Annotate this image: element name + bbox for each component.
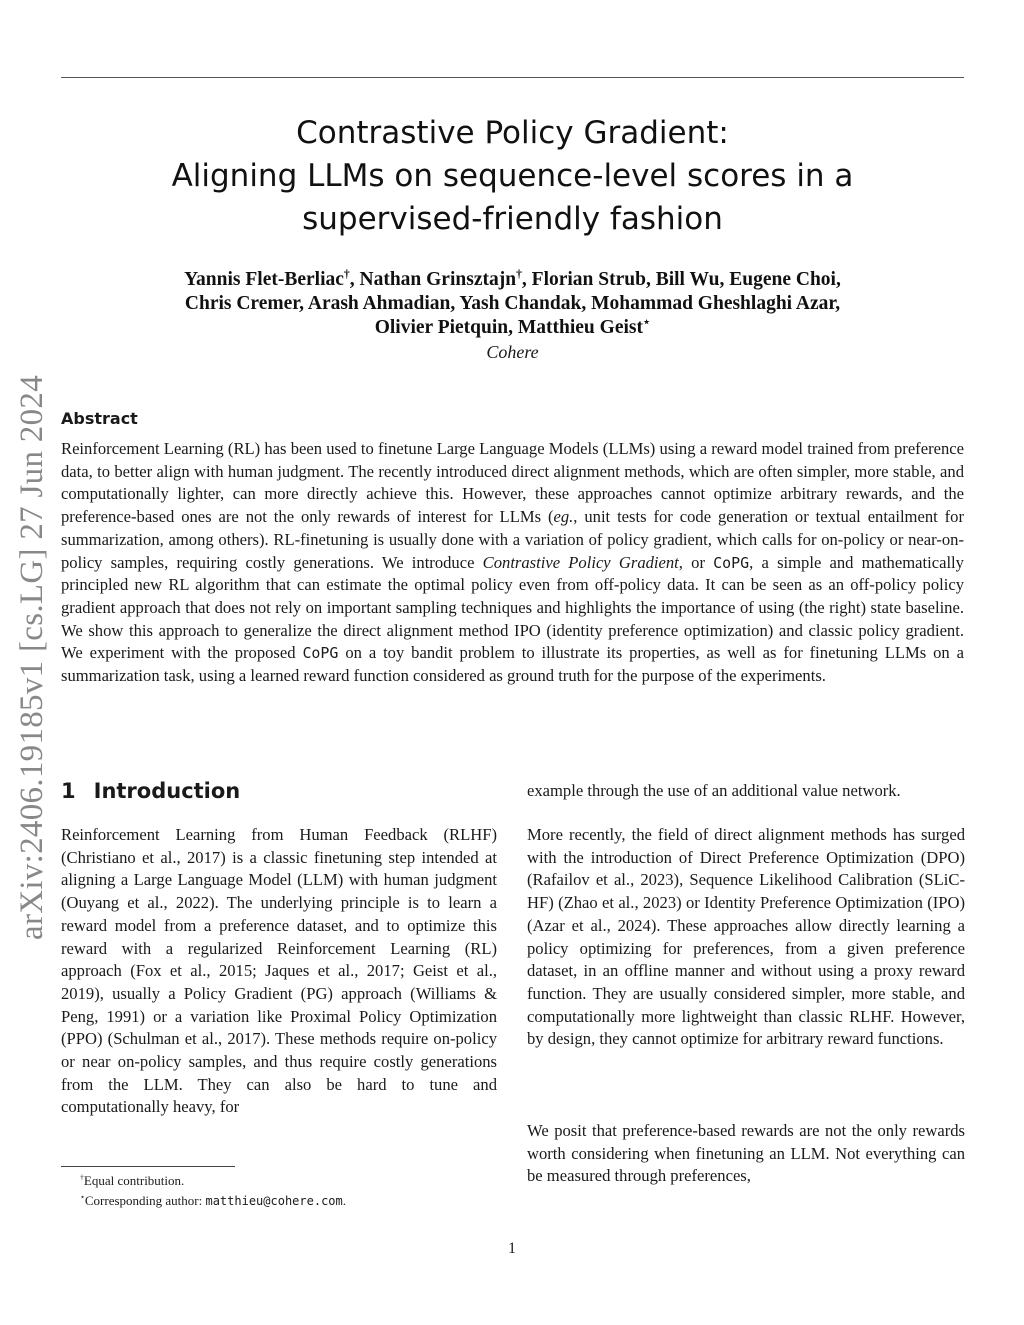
intro-paragraph-1: Reinforcement Learning from Human Feedback (RLHF) (Christiano et al., 2017) is a classic finetuning step intended at aligning a Large Language Model (LLM) with human judgment (Ouyang et al., 2022). The underlying principle is to learn a reward model from a preference dataset, and to optimize this reward with a regularized Reinforcement Learning (RL) approach (Fox et al., 2015; Jaques et al., 2017; Geist et al., 2019), usually a Policy Gradient (PG) approach (Williams & Peng, 1991) or a variation like Proximal Policy Optimization (PPO) (Schulman et al., 2017). These methods require on-policy or near on-policy samples, and thus require costly generations from the LLM. They can also be hard to tune and computationally heavy, for: [61, 825, 497, 1117]
author-name: Chris Cremer: [184, 293, 300, 314]
author-line-2: Chris Cremer, Arash Ahmadian, Yash Chandak, Mohammad Gheshlaghi Azar,: [184, 293, 841, 314]
copg-code: CoPG: [302, 644, 339, 663]
arxiv-identifier: arXiv:2406.19185v1 [cs.LG] 27 Jun 2024: [14, 374, 50, 940]
abstract-text: on a toy bandit problem to illustrate its properties, as well as for finetuning LLMs on a summarization task, using a learned reward function considered as ground truth for the purpose of the experiments.: [61, 643, 964, 686]
top-rule: [61, 77, 964, 78]
footnote-mark: †: [80, 1172, 84, 1182]
paper-title: [61, 112, 964, 241]
title-line-2: Aligning LLMs on sequence-level scores in a: [171, 158, 854, 194]
section-title: Introduction: [93, 779, 241, 803]
abstract-text: , unit tests for code generation or textual entailment for summarization, among others). RL-finetuning is usually done with a variation of policy gradient, which calls for on-policy or near-on-policy samples, requiring costly generations. We introduce: [61, 507, 964, 572]
intro-paragraph-continuation: example through the use of an additional value network.: [527, 781, 901, 800]
section-heading-introduction: [61, 779, 240, 803]
footnote-mark: ⋆: [80, 1192, 85, 1202]
author-name: Olivier Pietquin: [374, 317, 509, 338]
intro-paragraph-3: We posit that preference-based rewards are not the only rewards worth considering when finetuning an LLM. Not everything can be measured through preferences,: [527, 1121, 965, 1186]
author-line-1: Yannis Flet-Berliac†, Nathan Grinsztajn†, Florian Strub, Bill Wu, Eugene Choi,: [184, 267, 841, 290]
dagger-mark: †: [343, 267, 350, 281]
footnote-text: .: [342, 1193, 347, 1208]
footnote-rule: [61, 1166, 235, 1167]
author-name: Arash Ahmadian: [307, 293, 451, 314]
method-name: Contrastive Policy Gradient: [482, 552, 679, 572]
intro-paragraph-2: More recently, the field of direct alignment methods has surged with the introduction of Direct Preference Optimization (DPO) (Rafailov et al., 2023), Sequence Likelihood Calibration (SLiC-HF) (Zhao et al., 2023) or Identity Preference Optimization (IPO) (Azar et al., 2024). These approaches allow directly learning a policy optimizing for preferences, from a given preference dataset, in an offline manner and without using a proxy reward function. They are usually considered simpler, more stable, and computationally more lightweight than classic RLHF. However, by design, they cannot optimize for arbitrary reward functions.: [527, 825, 965, 1049]
author-name: Bill Wu: [655, 269, 720, 290]
author-line-3: Olivier Pietquin, Matthieu Geist⋆: [374, 315, 651, 338]
page-number: 1: [508, 1240, 516, 1257]
footnote-1: [80, 1171, 346, 1191]
abstract-text: , or: [678, 552, 714, 572]
star-mark: ⋆: [642, 315, 651, 329]
affiliation: Cohere: [486, 342, 539, 362]
footnote-text: Equal contribution.: [83, 1173, 185, 1188]
intro-left-column: [61, 824, 497, 1119]
footnotes: [80, 1171, 346, 1211]
title-line-1: Contrastive Policy Gradient:: [296, 115, 729, 151]
author-name: Nathan Grinsztajn: [359, 269, 517, 290]
footnote-text: Corresponding author:: [84, 1193, 206, 1208]
intro-right-column-p3: [527, 1120, 965, 1188]
title-line-3: supervised-friendly fashion: [302, 201, 723, 237]
author-name: Matthieu Geist: [517, 317, 643, 338]
author-name: Florian Strub: [531, 269, 646, 290]
abstract-text: , a simple and mathematically principled new RL algorithm that can estimate the optimal policy even from off-policy data. It can be seen as an off-policy policy gradient approach that does not rely on important sampling techniques and highlights the importance of using (the right) state baseline. We show this approach to generalize the direct alignment method IPO (identity preference optimization) and classic policy gradient. We experiment with the proposed: [61, 552, 964, 663]
author-list: [61, 268, 964, 340]
abstract-heading: Abstract: [61, 409, 138, 428]
author-name: Yannis Flet-Berliac: [184, 269, 344, 290]
dagger-mark: †: [516, 267, 522, 281]
abstract-body: [61, 438, 964, 688]
author-name: Yash Chandak: [459, 293, 582, 314]
abstract-eg: eg.: [553, 507, 574, 527]
author-name: Eugene Choi: [729, 269, 836, 290]
footnote-2: [80, 1191, 346, 1211]
section-number: 1: [61, 779, 76, 803]
author-email-link[interactable]: matthieu@cohere.com: [205, 1194, 343, 1208]
author-name: Mohammad Gheshlaghi Azar: [591, 293, 836, 314]
abstract-text: Reinforcement Learning (RL) has been used to finetune Large Language Models (LLMs) using a reward model trained from preference data, to better align with human judgment. The recently introduced direct alignment methods, which are often simpler, more stable, and computationally lighter, can more directly achieve this. However, these approaches cannot optimize arbitrary rewards, and the preference-based ones are not the only rewards of interest for LLMs (: [61, 439, 964, 527]
intro-right-column-p2: [527, 824, 965, 1051]
intro-right-continuation: [527, 780, 965, 803]
copg-code: CoPG: [713, 553, 750, 572]
